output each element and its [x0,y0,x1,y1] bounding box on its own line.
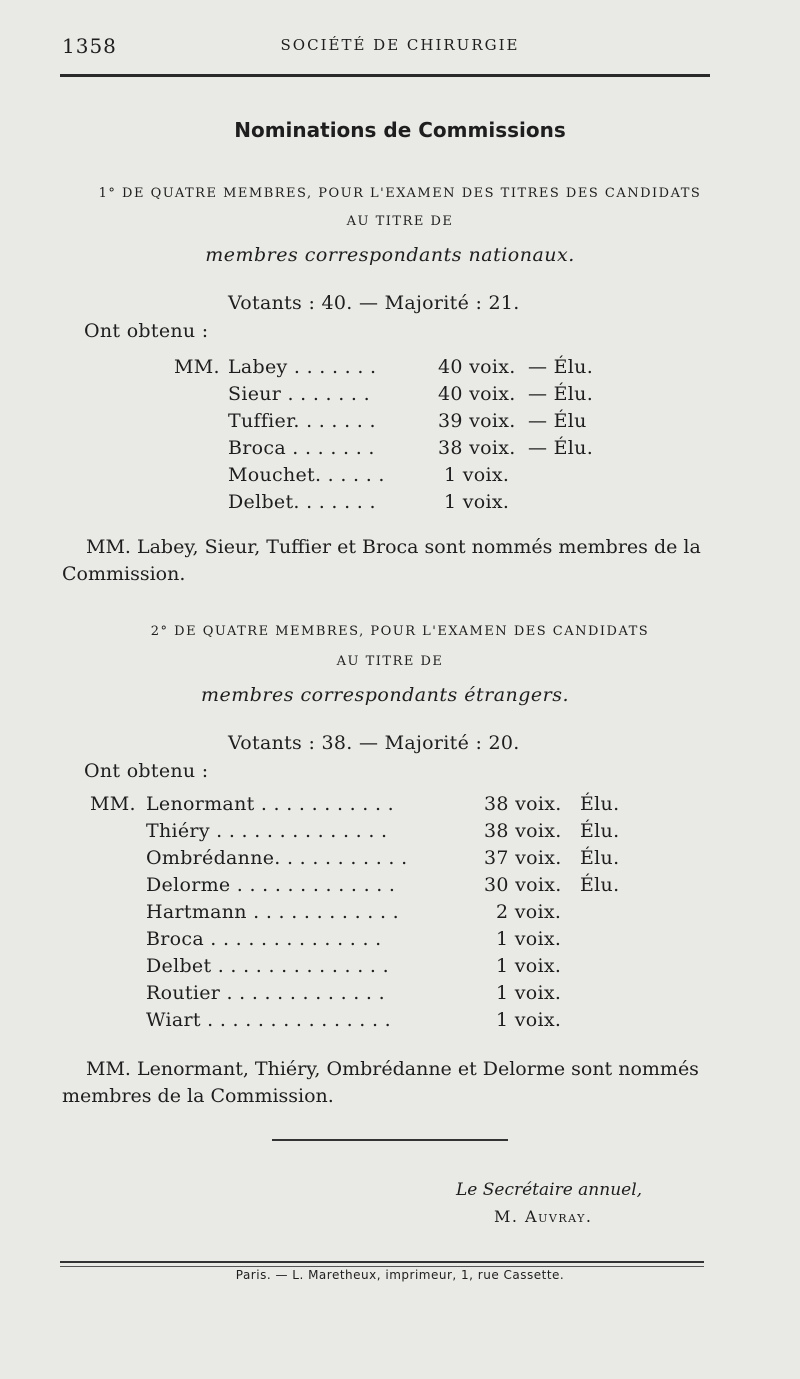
vote-count: 38 voix. [484,793,562,815]
table-row [0,410,800,438]
result: — Élu. [528,356,594,378]
table-row [0,820,800,848]
page-title: Nominations de Commissions [234,118,566,142]
result: Élu. [580,820,620,842]
table-row [0,383,800,411]
section1-heading-line1: 1° DE QUATRE MEMBRES, POUR L'EXAMEN DES TITRES DES CANDIDATS [98,186,702,201]
result: Élu. [580,874,620,896]
section1-mm-prefix: MM. [174,356,220,378]
candidate-name: Broca . . . . . . . . . . . . . . [146,928,382,950]
vote-count: 37 voix. [484,847,562,869]
table-row [0,437,800,465]
candidate-name: Sieur . . . . . . . [228,383,370,405]
section1-votes: Votants : 40. — Majorité : 21. [228,292,520,314]
vote-count: 1 voix. [496,955,562,977]
result: — Élu [528,410,587,432]
candidate-name: Delorme . . . . . . . . . . . . . [146,874,396,896]
candidate-name: Thiéry . . . . . . . . . . . . . . [146,820,388,842]
section1-obtained: Ont obtenu : [84,320,209,342]
vote-count: 1 voix. [496,982,562,1004]
candidate-name: Ombrédanne. . . . . . . . . . . [146,847,408,869]
separator-rule [272,1139,508,1141]
vote-count: 1 voix. [496,928,562,950]
imprint: Paris. — L. Maretheux, imprimeur, 1, rue Cassette. [235,1268,565,1282]
footer-rule [60,1261,704,1263]
section1-heading-line2: AU TITRE DE [346,214,454,229]
candidate-name: Labey . . . . . . . [228,356,377,378]
result: Élu. [580,793,620,815]
result: — Élu. [528,437,594,459]
candidate-name: Routier . . . . . . . . . . . . . [146,982,385,1004]
table-row [0,356,800,384]
table-row [0,928,800,956]
vote-count: 40 voix. [438,383,516,405]
table-row [0,491,800,519]
section1-heading-italic: membres correspondants nationaux. [205,244,575,266]
running-title: SOCIÉTÉ DE CHIRURGIE [280,36,520,54]
candidate-name: Delbet . . . . . . . . . . . . . . [146,955,389,977]
table-row [0,1009,800,1037]
signature-role: Le Secrétaire annuel, [456,1180,643,1200]
vote-count: 39 voix. [438,410,516,432]
table-row [0,464,800,492]
table-row [0,793,800,821]
table-row [0,955,800,983]
vote-count: 30 voix. [484,874,562,896]
section2-heading-line2: AU TITRE DE [336,654,444,669]
table-row [0,847,800,875]
table-row [0,901,800,929]
section2-obtained: Ont obtenu : [84,760,209,782]
candidate-name: Mouchet. . . . . . [228,464,385,486]
table-row [0,982,800,1010]
table-row [0,874,800,902]
signature-name: M. Auvray. [494,1207,593,1226]
result: Élu. [580,847,620,869]
vote-count: 38 voix. [438,437,516,459]
vote-count: 1 voix. [496,1009,562,1031]
section2-conclusion: MM. Lenormant, Thiéry, Ombrédanne et Delorme sont nommés membres de la Commission. [62,1058,699,1107]
vote-count: 40 voix. [438,356,516,378]
result: — Élu. [528,383,594,405]
section1-conclusion: MM. Labey, Sieur, Tuffier et Broca sont nommés membres de la Commission. [62,536,701,585]
header-rule [60,74,710,77]
candidate-name: Wiart . . . . . . . . . . . . . . . [146,1009,392,1031]
candidate-name: Hartmann . . . . . . . . . . . . [146,901,399,923]
candidate-name: Tuffier. . . . . . . [228,410,376,432]
vote-count: 1 voix. [444,491,510,513]
vote-count: 1 voix. [444,464,510,486]
section2-heading-italic: membres correspondants étrangers. [200,684,570,706]
page-number: 1358 [62,34,117,58]
candidate-name: Delbet. . . . . . . [228,491,376,513]
candidate-name: Broca . . . . . . . [228,437,375,459]
vote-count: 38 voix. [484,820,562,842]
section2-heading-line1: 2° DE QUATRE MEMBRES, POUR L'EXAMEN DES CANDIDATS [150,624,650,639]
footer-rule-thin [60,1266,704,1267]
vote-count: 2 voix. [496,901,562,923]
section2-votes: Votants : 38. — Majorité : 20. [228,732,520,754]
section2-mm-prefix: MM. [90,793,136,815]
candidate-name: Lenormant . . . . . . . . . . . [146,793,395,815]
